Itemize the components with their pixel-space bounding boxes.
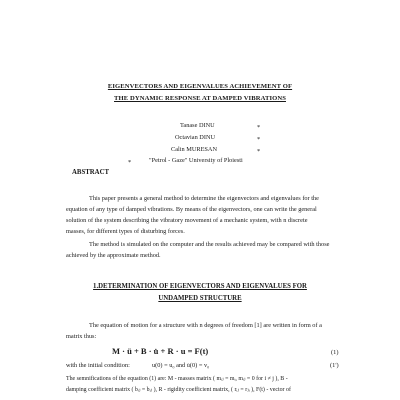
author-2-name: Octavian DINU (175, 134, 216, 141)
abstract-line-1: This paper presents a general method to determine the eigenvectors and eigenvalues for the (89, 195, 319, 202)
body-line-1: The equation of motion for a structure with n degrees of freedom [1] are written in form of a (89, 322, 322, 329)
abstract-line-6: achieved by the approximate method. (66, 252, 161, 259)
section-1-heading-line-1: 1.DETERMINATION OF EIGENVECTORS AND EIGENVALUES FOR (93, 283, 307, 290)
author-2-mark: * (257, 136, 261, 143)
equation-1: M · ü + B · u̇ + R · u = F(t) (112, 346, 209, 356)
author-1-name: Tanase DINU (180, 122, 215, 129)
paper-title-line-1: EIGENVECTORS AND EIGENVALUES ACHIEVEMENT OF (107, 83, 293, 90)
initial-condition-number: (1') (330, 362, 339, 369)
abstract-line-3: solution of the system describing the vibratory movement of a mechanic system, with n discrete (66, 217, 308, 224)
initial-condition-label: with the initial condition: (66, 362, 130, 369)
significations-line-1: The semnifications of the equation (1) are: M - masses matrix ( mᵢⱼ = mᵢ, mᵢⱼ = 0 for i ≠ j ), B - (66, 376, 288, 382)
initial-condition-equation: u(0) = u₀ and u̇(0) = v₀ (152, 362, 210, 369)
section-1-heading-line-2: UNDAMPED STRUCTURE (158, 295, 242, 302)
affiliation-mark: * (128, 159, 132, 166)
abstract-line-5: The method is simulated on the computer and the results achieved may be compared with those (89, 241, 330, 248)
abstract-line-2: equation of any type of damped vibrations. By means of the eigenvectors, one can write the general (66, 206, 317, 213)
author-3-mark: * (257, 148, 261, 155)
author-3-name: Calin MURESAN (171, 146, 218, 153)
affiliation: "Petrol - Gaze" University of Ploiesti (149, 157, 243, 164)
abstract-heading: ABSTRACT (72, 169, 110, 176)
paper-title-line-2: THE DYNAMIC RESPONSE AT DAMPED VIBRATIONS (114, 95, 286, 102)
body-line-2: matrix thus: (66, 333, 97, 340)
abstract-line-4: masses, for different types of disturbing forces. (66, 228, 185, 235)
equation-1-number: (1) (331, 349, 339, 356)
author-1-mark: * (257, 124, 261, 131)
significations-line-2: damping coefficient matrix ( bᵢⱼ = bᵢⱼ ), R - rigidity coefficient matrix, ( rᵢⱼ = rⱼᵢ ), F(t) - vector of (66, 387, 291, 393)
